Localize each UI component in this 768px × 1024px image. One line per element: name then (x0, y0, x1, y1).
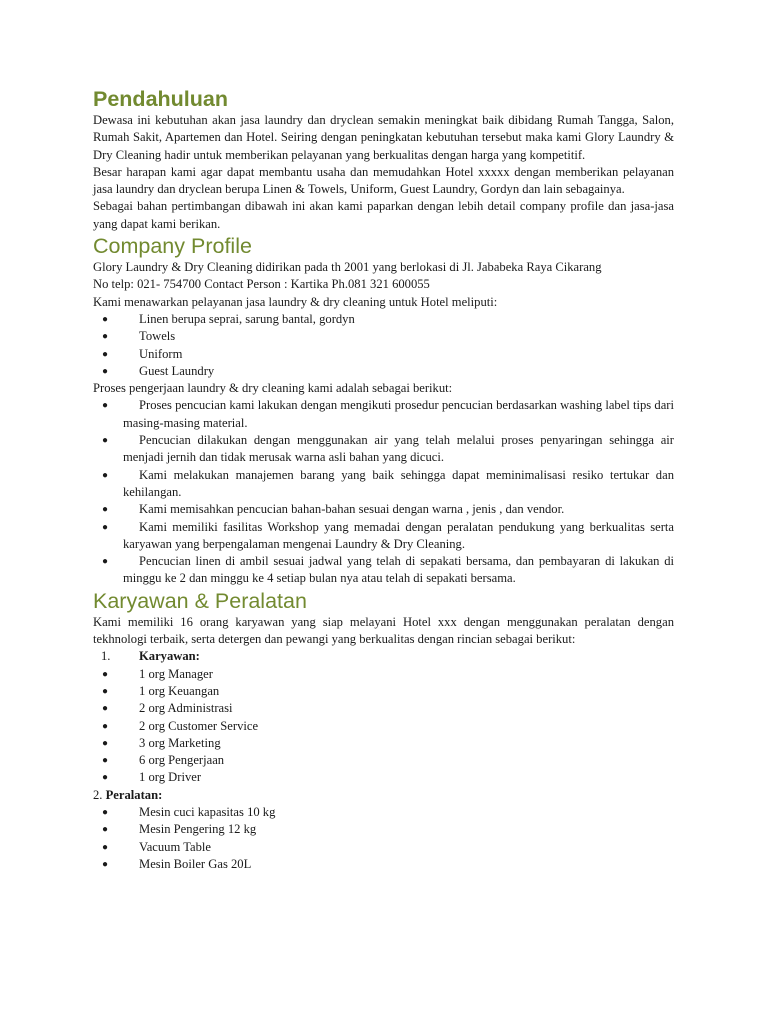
intro-paragraph-2: Besar harapan kami agar dapat membantu usaha dan memudahkan Hotel xxxxx dengan memberikan pelayanan jasa laundry dan dryclean berupa Linen & Towels, Uniform, Guest Laundry, Gordyn dan lain sebagainya. (93, 164, 674, 197)
list-item: ● Towels (93, 328, 674, 345)
bullet-icon: ● (102, 435, 109, 447)
list-item: ● Mesin cuci kapasitas 10 kg (93, 804, 674, 821)
intro-paragraph-1: Dewasa ini kebutuhan akan jasa laundry dan dryclean semakin meningkat baik dibidang Rumah Tangga, Salon, Rumah Sakit, Apartemen dan Hotel. Seiring dengan peningkatan kebutuhan tersebut maka kami Glory Laundry & Dry Cleaning hadir untuk memberikan pelayanan yang berkualitas dengan harga yang kompetitif. (93, 113, 674, 162)
employees-list (93, 666, 674, 787)
equipment-heading (93, 787, 674, 804)
list-item: ● 6 org Pengerjaan (93, 752, 674, 769)
bullet-icon: ● (102, 806, 109, 818)
intro-paragraph-3: Sebagai bahan pertimbangan dibawah ini akan kami paparkan dengan lebih detail company profile dan jasa-jasa yang dapat kami berikan. (93, 199, 674, 231)
services-intro: Kami menawarkan pelayanan jasa laundry & dry cleaning untuk Hotel meliputi: (93, 294, 498, 309)
bullet-icon: ● (102, 772, 109, 784)
bullet-icon: ● (102, 720, 109, 732)
list-item: ● Guest Laundry (93, 363, 674, 380)
bullet-icon: ● (102, 703, 109, 715)
list-item: ● Mesin Pengering 12 kg (93, 821, 674, 838)
bullet-icon: ● (102, 737, 109, 749)
bullet-icon: ● (102, 521, 109, 533)
list-item: ● 1 org Keuangan (93, 683, 674, 700)
bullet-icon: ● (102, 755, 109, 767)
bullet-icon: ● (102, 365, 109, 377)
bullet-icon: ● (102, 824, 109, 836)
equipment-list (93, 804, 674, 873)
bullet-icon: ● (102, 504, 109, 516)
heading-company-profile: Company Profile (93, 234, 252, 259)
list-item: ● Uniform (93, 346, 674, 363)
services-list (93, 311, 674, 380)
list-item: ● 1 org Manager (93, 666, 674, 683)
list-item: ● Kami melakukan manajemen barang yang baik sehingga dapat meminimalisasi resiko tertukar dan kehilangan. (102, 467, 674, 499)
bullet-icon: ● (102, 313, 109, 325)
list-item: ● Vacuum Table (93, 839, 674, 856)
profile-line-2: No telp: 021- 754700 Contact Person : Kartika Ph.081 321 600055 (93, 277, 430, 292)
list-item: ● Pencucian dilakukan dengan menggunakan air yang telah melalui proses penyaringan sehingga air menjadi jernih dan tidak merusak warna asli bahan yang dicuci. (102, 433, 674, 465)
bullet-icon: ● (102, 685, 109, 697)
employees-number: 1. (101, 649, 111, 664)
list-item: ● 2 org Customer Service (93, 718, 674, 735)
list-item: ● 3 org Marketing (93, 735, 674, 752)
bullet-icon: ● (102, 400, 109, 412)
list-item: ● Proses pencucian kami lakukan dengan mengikuti prosedur pencucian berdasarkan washing label tips dari masing-masing material. (102, 398, 674, 430)
bullet-icon: ● (102, 841, 109, 853)
list-item: ● Mesin Boiler Gas 20L (93, 856, 674, 873)
bullet-icon: ● (102, 348, 109, 360)
heading-pendahuluan: Pendahuluan (93, 87, 228, 111)
list-item: ● 1 org Driver (93, 769, 674, 786)
process-list (93, 397, 674, 587)
bullet-icon: ● (102, 668, 109, 680)
list-item: ● Pencucian linen di ambil sesuai jadwal yang telah di sepakati bersama, dan pembayaran di lakukan di minggu ke 2 dan minggu ke 4 setiap bulan nya atau telah di sepakati bersama. (102, 554, 674, 586)
equipment-label: Peralatan: (105, 787, 163, 802)
heading-karyawan-peralatan: Karyawan & Peralatan (93, 588, 307, 613)
list-item: ● 2 org Administrasi (93, 700, 674, 717)
bullet-icon: ● (102, 858, 109, 870)
profile-line-1: Glory Laundry & Dry Cleaning didirikan pada th 2001 yang berlokasi di Jl. Jababeka Raya Cikarang (93, 260, 602, 275)
list-item: ● Linen berupa seprai, sarung bantal, gordyn (93, 311, 674, 328)
bullet-icon: ● (102, 469, 109, 481)
staff-intro: Kami memiliki 16 orang karyawan yang siap melayani Hotel xxx dengan menggunakan peralatan dengan tekhnologi terbaik, serta detergen dan pewangi yang berkualitas dengan rincian sebagai berikut: (93, 614, 674, 647)
bullet-icon: ● (102, 556, 109, 568)
process-intro: Proses pengerjaan laundry & dry cleaning kami adalah sebagai berikut: (93, 381, 453, 396)
bullet-icon: ● (102, 331, 109, 343)
employees-label: Karyawan: (139, 649, 200, 664)
equipment-number: 2. (93, 787, 103, 802)
list-item: ● Kami memisahkan pencucian bahan-bahan sesuai dengan warna , jenis , dan vendor. (93, 501, 674, 518)
employees-heading (93, 648, 674, 665)
list-item: ● Kami memiliki fasilitas Workshop yang memadai dengan peralatan pendukung yang berkualitas serta karyawan yang berpengalaman mengenai Laundry & Dry Cleaning. (102, 519, 674, 551)
